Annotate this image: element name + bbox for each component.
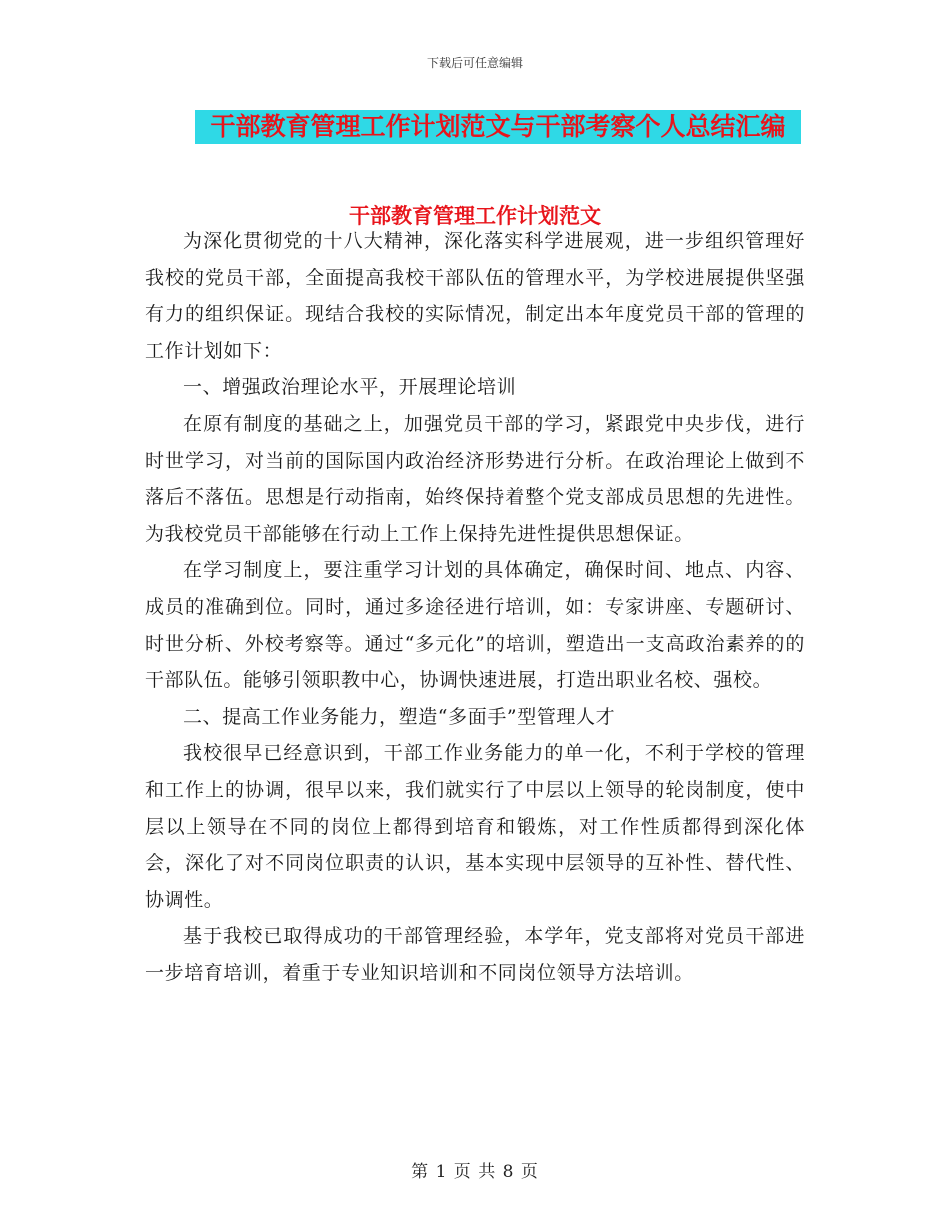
document-body [145,223,805,991]
paragraph: 我校很早已经意识到，干部工作业务能力的单一化，不利于学校的管理和工作上的协调，很早以来，我们就实行了中层以上领导的轮岗制度，使中层以上领导在不同的岗位上都得到培育和锻炼，对工作性质都得到深化体会，深化了对不同岗位职责的认识，基本实现中层领导的互补性、替代性、协调性。 [145,742,805,911]
paragraph: 在原有制度的基础之上，加强党员干部的学习，紧跟党中央步伐，进行时世学习，对当前的国际国内政治经济形势进行分析。在政治理论上做到不落后不落伍。思想是行动指南，始终保持着整个党支部成员思想的先进性。为我校党员干部能够在行动上工作上保持先进性提供思想保证。 [145,412,805,545]
heading-2: 二、提高工作业务能力，塑造“多面手”型管理人才 [183,705,616,728]
paragraph-intro: 为深化贯彻党的十八大精神，深化落实科学进展观，进一步组织管理好我校的党员干部，全面提高我校干部队伍的管理水平，为学校进展提供坚强有力的组织保证。现结合我校的实际情况，制定出本年度党员干部的管理的工作计划如下： [145,230,805,362]
heading-1: 一、增强政治理论水平，开展理论培训 [183,376,517,399]
document-title-highlight [195,110,801,144]
document-title: 干部教育管理工作计划范文与干部考察个人总结汇编 [210,112,786,141]
page-number: 第 1 页 共 8 页 [411,1162,539,1182]
paragraph: 基于我校已取得成功的干部管理经验，本学年，党支部将对党员干部进一步培育培训，着重于专业知识培训和不同岗位领导方法培训。 [145,925,805,984]
header-note: 下载后可任意编辑 [426,56,523,70]
section-title: 干部教育管理工作计划范文 [349,203,601,228]
paragraph: 在学习制度上，要注重学习计划的具体确定，确保时间、地点、内容、成员的准确到位。同时，通过多途径进行培训，如：专家讲座、专题研讨、时世分析、外校考察等。通过“多元化”的培训，塑造出一支高政治素养的的干部队伍。能够引领职教中心，协调快速进展，打造出职业名校、强校。 [145,559,805,692]
